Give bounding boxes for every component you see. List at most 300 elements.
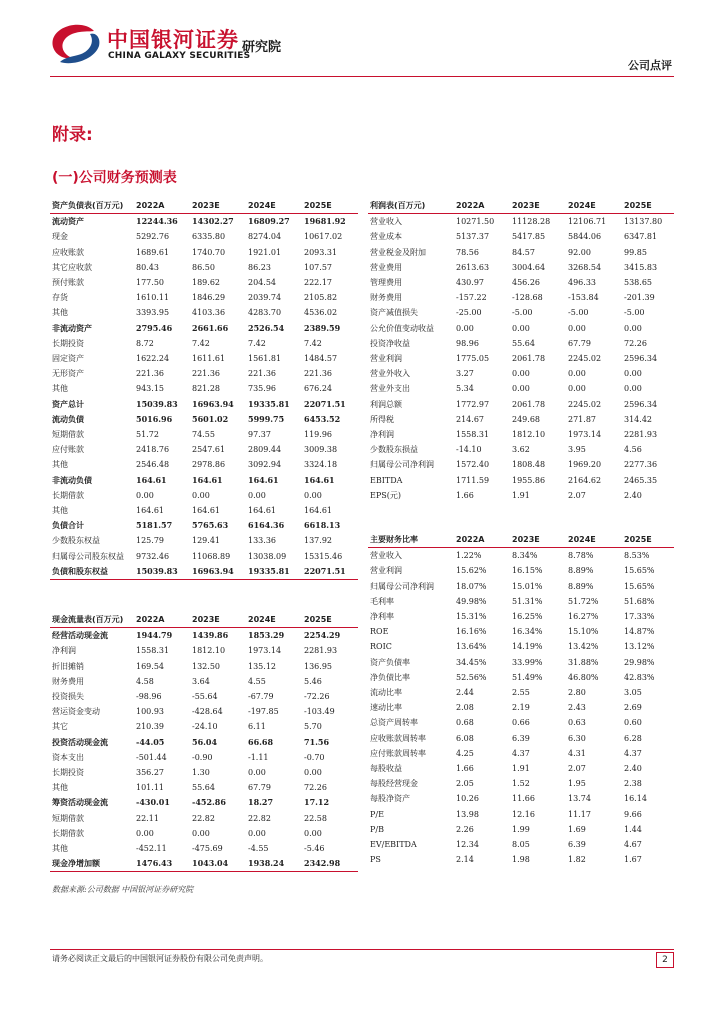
- table-row: [368, 260, 674, 275]
- value-cell: 538.65: [624, 278, 652, 288]
- value-cell: 18.07%: [456, 581, 487, 591]
- table-row: [368, 366, 674, 381]
- value-cell: -501.44: [136, 752, 167, 762]
- value-cell: 5292.76: [136, 232, 170, 242]
- value-cell: 6453.52: [304, 413, 341, 424]
- row-label-cell: 无形资产: [52, 369, 84, 379]
- value-cell: -5.00: [568, 308, 589, 318]
- value-cell: 137.92: [304, 536, 332, 546]
- value-cell: 2.80: [568, 688, 586, 698]
- row-label-cell: 营业费用: [370, 262, 402, 272]
- value-cell: 0.00: [192, 490, 210, 500]
- value-cell: 8.34%: [512, 551, 538, 561]
- value-cell: 8.05: [512, 840, 530, 850]
- value-cell: 214.67: [456, 414, 484, 424]
- value-cell: 80.43: [136, 262, 159, 272]
- value-cell: 5.34: [456, 384, 474, 394]
- table-row: [50, 473, 358, 488]
- row-label-cell: EBITDA: [370, 475, 403, 485]
- row-label-cell: 其他: [52, 783, 68, 793]
- value-cell: 164.61: [304, 506, 332, 516]
- value-cell: 4.55: [248, 676, 266, 686]
- value-cell: 2281.93: [304, 646, 338, 656]
- value-cell: -55.64: [192, 692, 218, 702]
- value-cell: 16963.94: [192, 398, 234, 409]
- table-row: [368, 700, 674, 715]
- row-label-cell: 其他: [52, 384, 68, 394]
- value-cell: 4.56: [624, 445, 642, 455]
- row-label-cell: 投资损失: [52, 692, 84, 702]
- table-row: [50, 412, 358, 427]
- value-cell: 33.99%: [512, 657, 543, 667]
- value-cell: 1.98: [512, 855, 530, 865]
- value-cell: 16.14: [624, 794, 647, 804]
- value-cell: 15.01%: [512, 581, 543, 591]
- value-cell: 2.07: [568, 490, 586, 500]
- page-header: [0, 0, 724, 80]
- value-cell: 2661.66: [192, 322, 229, 333]
- row-label-cell: 资产减值损失: [370, 308, 418, 318]
- value-cell: 42.83%: [624, 672, 655, 682]
- value-cell: 2526.54: [248, 322, 285, 333]
- value-cell: 86.50: [192, 262, 215, 272]
- row-label-cell: 筹资活动现金流: [52, 797, 108, 808]
- row-label-cell: PS: [370, 855, 381, 865]
- value-cell: 943.15: [136, 384, 164, 394]
- value-cell: 51.72%: [568, 596, 599, 606]
- row-label-cell: 其他: [52, 844, 68, 854]
- value-cell: 2596.34: [624, 354, 658, 364]
- value-cell: 22.58: [304, 813, 327, 823]
- value-cell: 4.37: [512, 748, 530, 758]
- table-row: [50, 856, 358, 872]
- value-cell: 13.74: [568, 794, 591, 804]
- row-label-cell: 营业利润: [370, 354, 402, 364]
- row-label-cell: 营业外支出: [370, 384, 410, 394]
- value-cell: 3.27: [456, 369, 474, 379]
- value-cell: 55.64: [192, 783, 215, 793]
- value-cell: 6.28: [624, 733, 642, 743]
- value-cell: 0.68: [456, 718, 474, 728]
- table-row: [50, 518, 358, 533]
- row-label-cell: 利润总额: [370, 399, 402, 409]
- value-cell: 8.53%: [624, 551, 650, 561]
- row-label-cell: EV/EBITDA: [370, 840, 417, 850]
- table-row: [50, 275, 358, 290]
- value-cell: -72.26: [304, 692, 330, 702]
- value-cell: 99.85: [624, 247, 647, 257]
- row-label-cell: 毛利率: [370, 596, 394, 606]
- value-cell: 3.62: [512, 445, 530, 455]
- value-cell: 0.00: [568, 384, 586, 394]
- row-label-cell: 资产负债率: [370, 657, 410, 667]
- value-cell: 1846.29: [192, 293, 226, 303]
- value-cell: 72.26: [624, 338, 647, 348]
- value-cell: 52.56%: [456, 672, 487, 682]
- row-label-cell: 应付账款周转率: [370, 748, 426, 758]
- value-cell: 13.42%: [568, 642, 599, 652]
- row-label-cell: 归属母公司净利润: [370, 581, 434, 591]
- table-row: [50, 765, 358, 780]
- table-row: [368, 594, 674, 609]
- row-label-cell: ROIC: [370, 642, 392, 652]
- value-cell: -103.49: [304, 707, 335, 717]
- table-row: [368, 245, 674, 260]
- value-cell: 1572.40: [456, 460, 490, 470]
- value-cell: 164.61: [192, 474, 223, 485]
- row-label-cell: 其他: [52, 460, 68, 470]
- value-cell: 1921.01: [248, 247, 282, 257]
- table-row: [50, 305, 358, 320]
- value-cell: 2.07: [568, 764, 586, 774]
- value-cell: 19335.81: [248, 398, 290, 409]
- value-cell: 11.17: [568, 809, 591, 819]
- value-cell: 2547.61: [192, 445, 226, 455]
- table-row: [368, 442, 674, 457]
- value-cell: 16963.94: [190, 564, 246, 580]
- value-cell: 15.31%: [456, 612, 487, 622]
- value-cell: 5016.96: [136, 413, 173, 424]
- value-cell: 221.36: [248, 369, 276, 379]
- table-header-row: [50, 198, 358, 214]
- table-row: [368, 822, 674, 837]
- table-row: [368, 548, 674, 564]
- table-title-cell: 资产负债表(百万元): [50, 198, 134, 214]
- value-cell: 2465.35: [624, 475, 658, 485]
- data-source-note: 数据来源:公司数据 中国银河证券研究院: [52, 885, 194, 894]
- value-cell: 1812.10: [512, 430, 546, 440]
- value-cell: 6347.81: [624, 232, 658, 242]
- year-header-cell: 2023E: [510, 532, 566, 548]
- value-cell: 164.61: [304, 474, 335, 485]
- table-header-row: [50, 612, 358, 628]
- value-cell: 0.00: [624, 369, 642, 379]
- value-cell: 164.61: [136, 474, 167, 485]
- row-label-cell: 短期借款: [52, 430, 84, 440]
- value-cell: 0.00: [512, 369, 530, 379]
- page-number: 2: [656, 952, 674, 968]
- row-label-cell: ROE: [370, 627, 389, 637]
- value-cell: 1.67: [624, 855, 642, 865]
- value-cell: -201.39: [624, 293, 655, 303]
- row-label-cell: 现金净增加额: [50, 856, 134, 872]
- value-cell: 5999.75: [248, 413, 285, 424]
- value-cell: 2281.93: [624, 430, 658, 440]
- table-row: [368, 746, 674, 761]
- value-cell: 0.00: [456, 323, 474, 333]
- value-cell: 1853.29: [248, 630, 285, 641]
- value-cell: 133.36: [248, 536, 276, 546]
- value-cell: 11.66: [512, 794, 535, 804]
- value-cell: 1611.61: [192, 354, 226, 364]
- table-row: [368, 837, 674, 852]
- value-cell: 356.27: [136, 768, 164, 778]
- value-cell: 4.58: [136, 676, 154, 686]
- row-label-cell: 营业收入: [370, 551, 402, 561]
- value-cell: -5.00: [512, 308, 533, 318]
- year-header-cell: 2024E: [246, 612, 302, 628]
- table-row: [50, 628, 358, 644]
- table-row: [368, 715, 674, 730]
- value-cell: 6.39: [512, 733, 530, 743]
- value-cell: 2164.62: [568, 475, 602, 485]
- row-label-cell: 负债合计: [52, 520, 84, 531]
- value-cell: 16809.27: [248, 216, 290, 227]
- report-type-label: 公司点评: [628, 59, 672, 72]
- value-cell: 7.42: [192, 338, 210, 348]
- value-cell: 249.68: [512, 414, 540, 424]
- value-cell: 169.54: [136, 661, 164, 671]
- value-cell: 1938.24: [246, 856, 302, 872]
- value-cell: 2978.86: [192, 460, 226, 470]
- value-cell: 2596.34: [624, 399, 658, 409]
- table-row: [50, 442, 358, 457]
- row-label-cell: 少数股东损益: [370, 445, 418, 455]
- table-row: [368, 473, 674, 488]
- table-row: [50, 336, 358, 351]
- table-row: [368, 852, 674, 867]
- value-cell: 22.82: [192, 813, 215, 823]
- row-label-cell: 现金: [52, 232, 68, 242]
- value-cell: 74.55: [192, 430, 215, 440]
- appendix-title: 附录:: [52, 125, 93, 145]
- value-cell: 164.61: [136, 506, 164, 516]
- value-cell: -25.00: [456, 308, 482, 318]
- value-cell: 0.00: [304, 768, 322, 778]
- row-label-cell: 少数股东权益: [52, 536, 100, 546]
- value-cell: 3.64: [192, 676, 210, 686]
- table-row: [50, 795, 358, 810]
- year-header-cell: 2022A: [134, 198, 190, 214]
- table-row: [50, 290, 358, 305]
- row-label-cell: 净利率: [370, 612, 394, 622]
- table-title-cell: 主要财务比率: [368, 532, 454, 548]
- value-cell: 2389.59: [304, 322, 341, 333]
- value-cell: 1955.86: [512, 475, 546, 485]
- row-label-cell: 总资产周转率: [370, 718, 418, 728]
- value-cell: 31.88%: [568, 657, 599, 667]
- table-row: [50, 549, 358, 564]
- value-cell: 17.12: [304, 797, 330, 808]
- table-row: [50, 780, 358, 795]
- value-cell: 1812.10: [192, 646, 226, 656]
- value-cell: 14.87%: [624, 627, 655, 637]
- table-row: [368, 731, 674, 746]
- value-cell: 2613.63: [456, 262, 490, 272]
- row-label-cell: P/E: [370, 809, 384, 819]
- value-cell: 14.19%: [512, 642, 543, 652]
- value-cell: 164.61: [248, 506, 276, 516]
- table-row: [368, 427, 674, 442]
- row-label-cell: 流动比率: [370, 688, 402, 698]
- year-header-cell: 2023E: [190, 612, 246, 628]
- value-cell: 16.27%: [568, 612, 599, 622]
- value-cell: 0.00: [512, 323, 530, 333]
- value-cell: 13.64%: [456, 642, 487, 652]
- value-cell: 1484.57: [304, 354, 338, 364]
- value-cell: 6618.13: [304, 520, 341, 531]
- value-cell: 4.67: [624, 840, 642, 850]
- value-cell: 6.11: [248, 722, 266, 732]
- value-cell: 0.00: [624, 384, 642, 394]
- value-cell: 1973.14: [568, 430, 602, 440]
- value-cell: 6164.36: [248, 520, 285, 531]
- value-cell: 0.00: [568, 323, 586, 333]
- value-cell: 5417.85: [512, 232, 546, 242]
- value-cell: 12244.36: [136, 216, 178, 227]
- row-label-cell: 其他: [52, 308, 68, 318]
- value-cell: 1808.48: [512, 460, 546, 470]
- table-row: [50, 659, 358, 674]
- value-cell: 164.61: [248, 474, 279, 485]
- brand-subtitle: 研究院: [242, 40, 282, 55]
- value-cell: 2245.02: [568, 354, 602, 364]
- value-cell: 92.00: [568, 247, 591, 257]
- value-cell: 1740.70: [192, 247, 226, 257]
- value-cell: 7.42: [248, 338, 266, 348]
- table-row: [50, 381, 358, 396]
- value-cell: 2277.36: [624, 460, 658, 470]
- value-cell: 8274.04: [248, 232, 282, 242]
- row-label-cell: 公允价值变动收益: [370, 323, 434, 333]
- value-cell: 1711.59: [456, 475, 490, 485]
- row-label-cell: 应收账款周转率: [370, 733, 426, 743]
- value-cell: 66.68: [248, 736, 274, 747]
- row-label-cell: 营业收入: [370, 217, 402, 227]
- value-cell: 2105.82: [304, 293, 338, 303]
- value-cell: 1.95: [568, 779, 586, 789]
- table-row: [50, 674, 358, 689]
- value-cell: 496.33: [568, 278, 596, 288]
- value-cell: 84.57: [512, 247, 535, 257]
- value-cell: 19335.81: [246, 564, 302, 580]
- table-row: [50, 321, 358, 336]
- value-cell: -5.46: [304, 844, 325, 854]
- value-cell: 72.26: [304, 783, 327, 793]
- value-cell: 5.46: [304, 676, 322, 686]
- value-cell: -0.70: [304, 752, 325, 762]
- disclaimer-text: 请务必阅读正文最后的中国银河证券股份有限公司免责声明。: [52, 954, 268, 963]
- value-cell: 4283.70: [248, 308, 282, 318]
- table-row: [368, 321, 674, 336]
- table-row: [368, 579, 674, 594]
- table-row: [368, 290, 674, 305]
- table-row: [50, 704, 358, 719]
- row-label-cell: 资产总计: [52, 398, 84, 409]
- row-label-cell: EPS(元): [370, 490, 401, 500]
- value-cell: 2.55: [512, 688, 530, 698]
- table-row: [368, 609, 674, 624]
- value-cell: 5765.63: [192, 520, 229, 531]
- value-cell: 67.79: [248, 783, 271, 793]
- row-label-cell: 管理费用: [370, 278, 402, 288]
- value-cell: 3393.95: [136, 308, 170, 318]
- row-label-cell: 净利润: [52, 646, 76, 656]
- value-cell: 164.61: [192, 506, 220, 516]
- value-cell: 22071.51: [304, 398, 346, 409]
- table-row: [368, 351, 674, 366]
- year-header-cell: 2022A: [134, 612, 190, 628]
- value-cell: 3324.18: [304, 460, 338, 470]
- value-cell: -44.05: [136, 736, 165, 747]
- value-cell: 9732.46: [136, 551, 170, 561]
- brand-name-cn: 中国银河证券: [107, 28, 239, 52]
- row-label-cell: 长期借款: [52, 828, 84, 838]
- header-divider: [50, 76, 674, 77]
- value-cell: 18.27: [248, 797, 274, 808]
- row-label-cell: 折旧摊销: [52, 661, 84, 671]
- value-cell: 8.72: [136, 338, 154, 348]
- value-cell: -98.96: [136, 692, 162, 702]
- table-row: [368, 776, 674, 791]
- row-label-cell: 归属母公司股东权益: [52, 551, 124, 561]
- row-label-cell: 长期投资: [52, 338, 84, 348]
- value-cell: 3.95: [568, 445, 586, 455]
- table-row: [50, 366, 358, 381]
- value-cell: -4.55: [248, 844, 269, 854]
- value-cell: 67.79: [568, 338, 591, 348]
- value-cell: 51.68%: [624, 596, 655, 606]
- value-cell: 55.64: [512, 338, 535, 348]
- value-cell: 19681.92: [304, 216, 346, 227]
- table-row: [368, 685, 674, 700]
- value-cell: 430.97: [456, 278, 484, 288]
- value-cell: 8.89%: [568, 566, 594, 576]
- brand-name-en: CHINA GALAXY SECURITIES: [108, 51, 251, 61]
- value-cell: 0.00: [136, 828, 154, 838]
- value-cell: 10617.02: [304, 232, 343, 242]
- row-label-cell: 非流动负债: [52, 474, 92, 485]
- row-label-cell: 预付账款: [52, 278, 84, 288]
- value-cell: 12.16: [512, 809, 535, 819]
- value-cell: 15.62%: [456, 566, 487, 576]
- value-cell: -197.85: [248, 707, 279, 717]
- table-row: [50, 811, 358, 826]
- balance-sheet-table: [50, 198, 358, 580]
- value-cell: 0.00: [304, 490, 322, 500]
- row-label-cell: 短期借款: [52, 813, 84, 823]
- value-cell: 9.66: [624, 809, 642, 819]
- table-row: [368, 275, 674, 290]
- value-cell: 1.30: [192, 768, 210, 778]
- row-label-cell: 存货: [52, 293, 68, 303]
- value-cell: 22.11: [136, 813, 159, 823]
- value-cell: 1.22%: [456, 551, 482, 561]
- value-cell: 125.79: [136, 536, 164, 546]
- table-row: [50, 229, 358, 244]
- value-cell: 189.62: [192, 278, 220, 288]
- value-cell: -1.11: [248, 752, 269, 762]
- value-cell: 1.66: [456, 490, 474, 500]
- value-cell: 1.69: [568, 824, 586, 834]
- value-cell: 2.40: [624, 764, 642, 774]
- value-cell: 0.00: [568, 369, 586, 379]
- table-row: [368, 791, 674, 806]
- value-cell: 271.87: [568, 414, 596, 424]
- value-cell: 4103.36: [192, 308, 226, 318]
- value-cell: 3004.64: [512, 262, 546, 272]
- value-cell: 107.57: [304, 262, 332, 272]
- value-cell: 135.12: [248, 661, 276, 671]
- row-label-cell: P/B: [370, 824, 384, 834]
- value-cell: 3092.94: [248, 460, 282, 470]
- value-cell: 15039.83: [136, 398, 178, 409]
- value-cell: 1610.11: [136, 293, 170, 303]
- value-cell: 5.70: [304, 722, 322, 732]
- value-cell: 0.00: [192, 828, 210, 838]
- value-cell: 1558.31: [456, 430, 490, 440]
- value-cell: 1689.61: [136, 247, 170, 257]
